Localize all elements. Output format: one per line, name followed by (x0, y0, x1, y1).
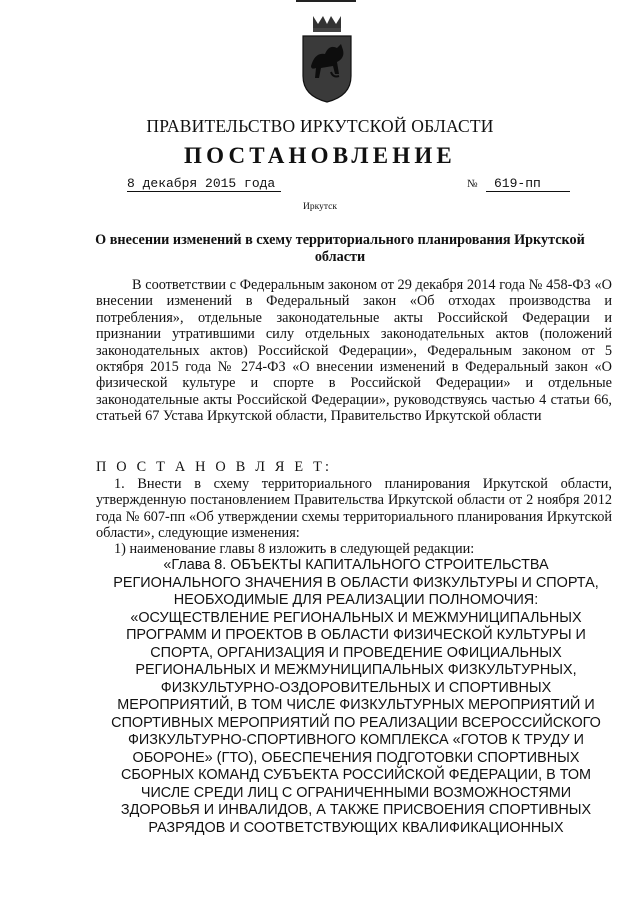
chapter-line: МЕРОПРИЯТИЙ, В ТОМ ЧИСЛЕ ФИЗКУЛЬТУРНЫХ МЕРОПРИЯТИЙ И (117, 697, 595, 713)
chapter-line: СБОРНЫХ КОМАНД СУБЪЕКТА РОССИЙСКОЙ ФЕДЕРАЦИИ, В ТОМ (120, 767, 592, 783)
chapter-line: ОБОРОНЕ» (ГТО), ОБЕСПЕЧЕНИЯ ПОДГОТОВКИ СПОРТИВНЫХ (132, 749, 580, 766)
chapter-line: «ОСУЩЕСТВЛЕНИЕ РЕГИОНАЛЬНЫХ И МЕЖМУНИЦИПАЛЬНЫХ (130, 609, 582, 626)
document-city: Иркутск (303, 202, 337, 212)
document-type: ПОСТАНОВЛЕНИЕ (184, 143, 456, 168)
chapter-line: ПРОГРАММ И ПРОЕКТОВ В ОБЛАСТИ ФИЗИЧЕСКОЙ КУЛЬТУРЫ И (126, 627, 586, 643)
item-1-paragraph: 1. Внести в схему территориального планирования Иркутской области, утвержденную постановлением Правительства Иркутской области от 2 ноября 2012 года № 607-пп «Об утверждении схемы территориального планирования Иркутской области», следующие изменения: (96, 476, 612, 542)
chapter-line: ЧИСЛЕ СРЕДИ ЛИЦ С ОГРАНИЧЕННЫМИ ВОЗМОЖНОСТЯМИ (140, 784, 572, 801)
government-name: ПРАВИТЕЛЬСТВО ИРКУТСКОЙ ОБЛАСТИ (146, 116, 494, 136)
coat-of-arms-emblem (301, 14, 353, 104)
chapter-line: СПОРТА, ОРГАНИЗАЦИЯ И ПРОВЕДЕНИЕ ОФИЦИАЛЬНЫХ (150, 644, 562, 661)
chapter-line: СПОРТИВНЫХ МЕРОПРИЯТИЙ ПО РЕАЛИЗАЦИИ ВСЕРОССИЙСКОГО (111, 714, 601, 731)
chapter-line: ФИЗКУЛЬТУРНО-СПОРТИВНОГО КОМПЛЕКСА «ГОТОВ К ТРУДУ И (127, 732, 585, 748)
chapter-line: ФИЗКУЛЬТУРНО-ОЗДОРОВИТЕЛЬНЫХ И СПОРТИВНЫХ (160, 679, 552, 696)
chapter-line: РАЗРЯДОВ И СООТВЕТСТВУЮЩИХ КВАЛИФИКАЦИОННЫХ (148, 819, 564, 836)
number-sign: № (467, 178, 478, 190)
postanovlyaet-heading: П О С Т А Н О В Л Я Е Т: (96, 459, 333, 475)
chapter-line: РЕГИОНАЛЬНЫХ И МЕЖМУНИЦИПАЛЬНЫХ ФИЗКУЛЬТУРНЫХ, (135, 662, 577, 678)
chapter-line: НЕОБХОДИМЫЕ ДЛЯ РЕАЛИЗАЦИИ ПОЛНОМОЧИЯ: (173, 592, 539, 608)
top-rule (296, 0, 356, 2)
document-number: 619-пп (486, 176, 570, 192)
document-title: О внесении изменений в схему территориального планирования Иркутской области (95, 232, 585, 265)
chapter-line: ЗДОРОВЬЯ И ИНВАЛИДОВ, А ТАКЖЕ ПРИСВОЕНИЯ СПОРТИВНЫХ (120, 802, 592, 818)
document-date: 8 декабря 2015 года (127, 176, 281, 192)
chapter-title (90, 557, 622, 837)
chapter-line: РЕГИОНАЛЬНОГО ЗНАЧЕНИЯ В ОБЛАСТИ ФИЗКУЛЬТУРЫ И СПОРТА, (113, 574, 599, 591)
intro-paragraph: В соответствии с Федеральным законом от 29 декабря 2014 года № 458-ФЗ «О внесении изменений в Федеральный закон «Об отходах производства и потребления», отдельные законодательные акты Российской Федерации и признании утратившими силу отдельных законодательных актов (положений законодательных актов) Российской Федерации», Федеральным законом от 5 октября 2015 года № 274-ФЗ «О внесении изменений в Федеральный закон «О физической культуре и спорте в Российской Федерации» и отдельные законодательные акты Российской Федерации», руководствуясь частью 4 статьи 66, статьей 67 Устава Иркутской области, Правительство Иркутской области (96, 277, 612, 425)
chapter-line: «Глава 8. ОБЪЕКТЫ КАПИТАЛЬНОГО СТРОИТЕЛЬСТВА (163, 557, 549, 573)
item-1-subitem-1: 1) наименование главы 8 изложить в следующей редакции: (114, 541, 475, 557)
